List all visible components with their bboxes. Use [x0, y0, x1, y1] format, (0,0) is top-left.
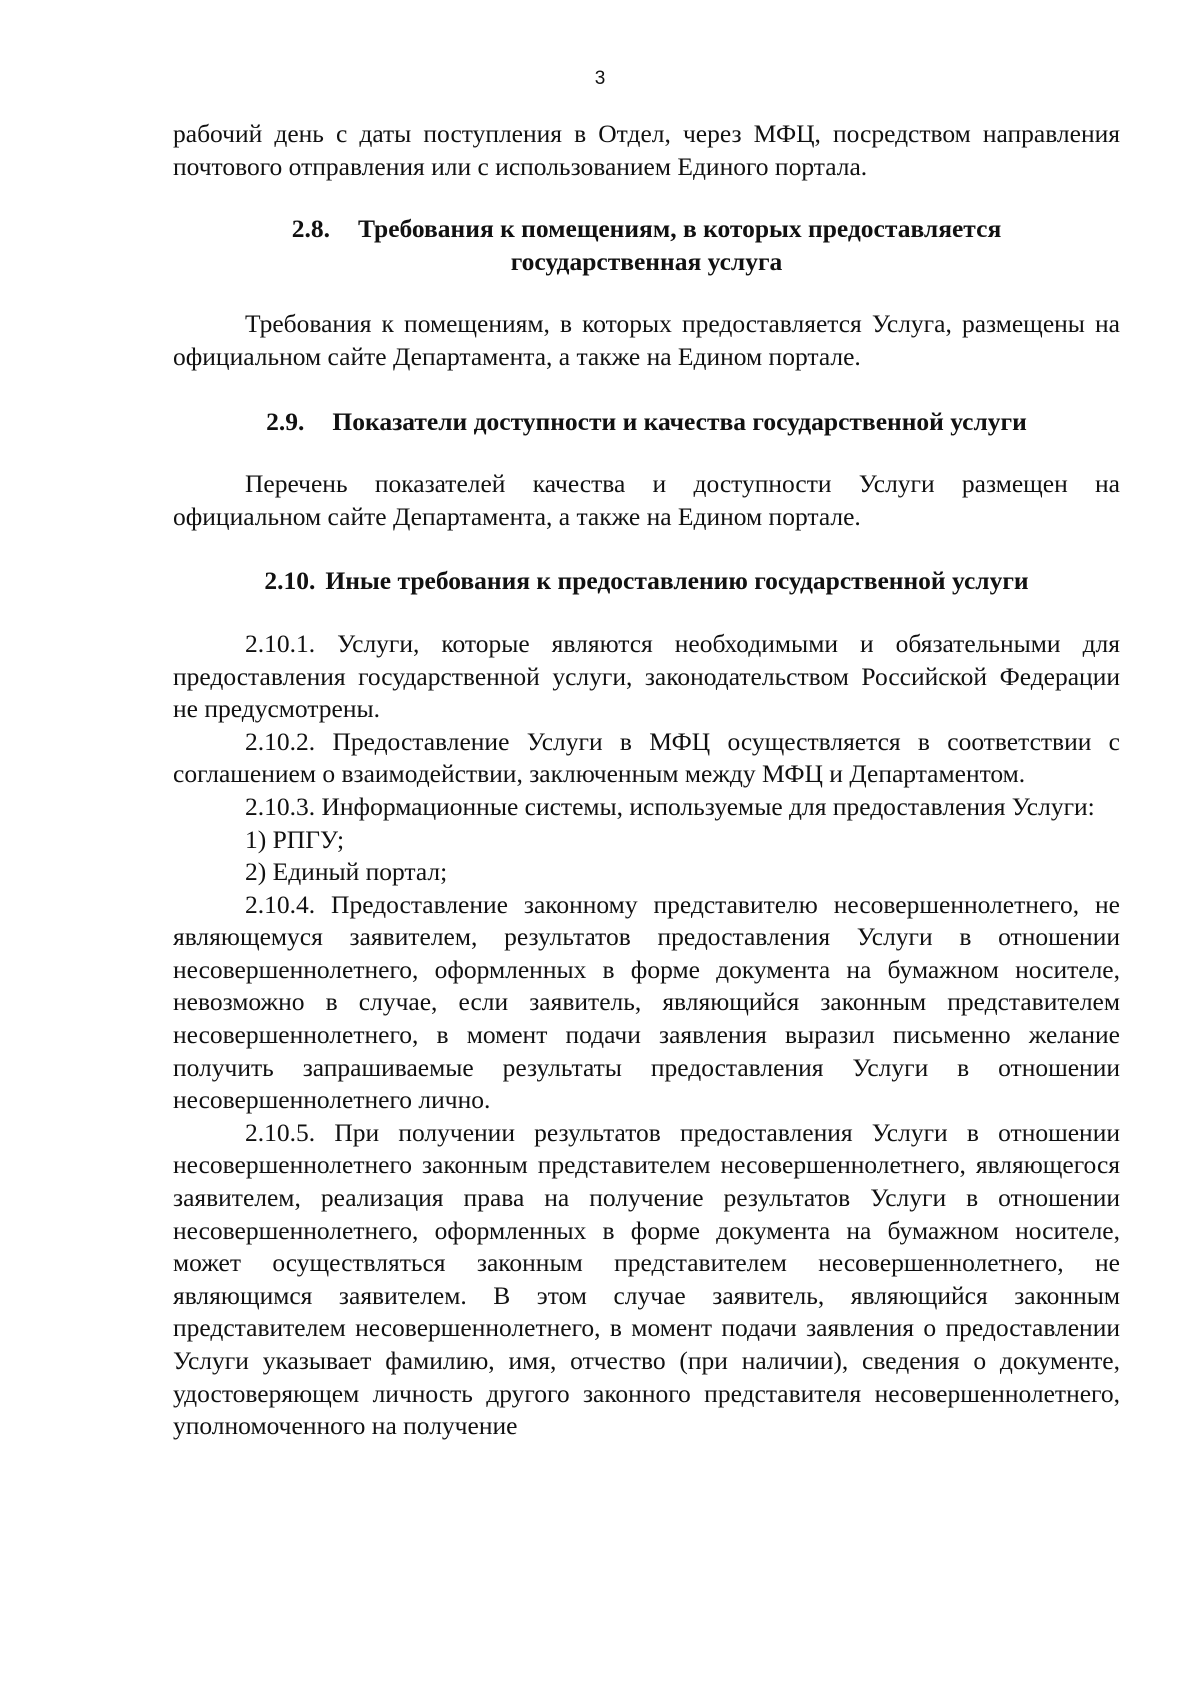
paragraph-2-10-1: 2.10.1. Услуги, которые являются необходимыми и обязательными для предоставления государственной услуги, законодательством Российской Федерации не предусмотрены. — [173, 628, 1120, 724]
section-heading-2-8 — [173, 213, 1120, 246]
section-title: Показатели доступности и качества государственной услуги — [332, 406, 1027, 436]
list-item-rpgu: 1) РПГУ; — [245, 824, 345, 854]
page-number: 3 — [594, 68, 606, 89]
section-heading-2-8-line2: государственная услуга — [510, 246, 783, 276]
paragraph-2-10-3: 2.10.3. Информационные системы, используемые для предоставления Услуги: — [245, 791, 1095, 821]
paragraph-2-10-2: 2.10.2. Предоставление Услуги в МФЦ осуществляется в соответствии с соглашением о взаимодействии, заключенным между МФЦ и Департаментом. — [173, 726, 1120, 789]
section-number: 2.9. — [266, 406, 305, 436]
section-heading-2-10 — [173, 565, 1120, 598]
section-number: 2.8. — [291, 214, 330, 244]
section-title: Иные требования к предоставлению государственной услуги — [325, 566, 1029, 596]
section-body-2-8: Требования к помещениям, в которых предоставляется Услуга, размещены на официальном сайте Департамента, а также на Едином портале. — [173, 309, 1120, 371]
section-title: Требования к помещениям, в которых предоставляется — [357, 214, 1002, 244]
section-heading-2-9 — [173, 406, 1120, 439]
intro-paragraph: рабочий день с даты поступления в Отдел, через МФЦ, посредством направления почтового отправления или с использованием Единого портала. — [173, 119, 1120, 181]
section-body-2-9: Перечень показателей качества и доступности Услуги размещен на официальном сайте Департамента, а также на Едином портале. — [173, 469, 1120, 531]
section-number: 2.10. — [264, 566, 316, 596]
paragraph-2-10-5: 2.10.5. При получении результатов предоставления Услуги в отношении несовершеннолетнего законным представителем несовершеннолетнего, являющегося заявителем, реализация права на получение результатов Услуги в отношении несовершеннолетнего, оформленных в форме документа на бумажном носителе, может осуществляться законным представителем несовершеннолетнего, не являющимся заявителем. В этом случае заявитель, являющийся законным представителем несовершеннолетнего, в момент подачи заявления о предоставлении Услуги указывает фамилию, имя, отчество (при наличии), сведения о документе, удостоверяющем личность другого законного представителя несовершеннолетнего, уполномоченного на получение — [173, 1117, 1120, 1441]
list-item-unified-portal: 2) Единый портал; — [245, 857, 448, 887]
paragraph-2-10-4: 2.10.4. Предоставление законному представителю несовершеннолетнего, не являющемуся заявителем, результатов предоставления Услуги в отношении несовершеннолетнего, оформленных в форме документа на бумажном носителе, невозможно в случае, если заявитель, являющийся законным представителем несовершеннолетнего, в момент подачи заявления выразил письменно желание получить запрашиваемые результаты предоставления Услуги в отношении несовершеннолетнего лично. — [173, 889, 1120, 1115]
document-body — [173, 118, 1120, 1443]
